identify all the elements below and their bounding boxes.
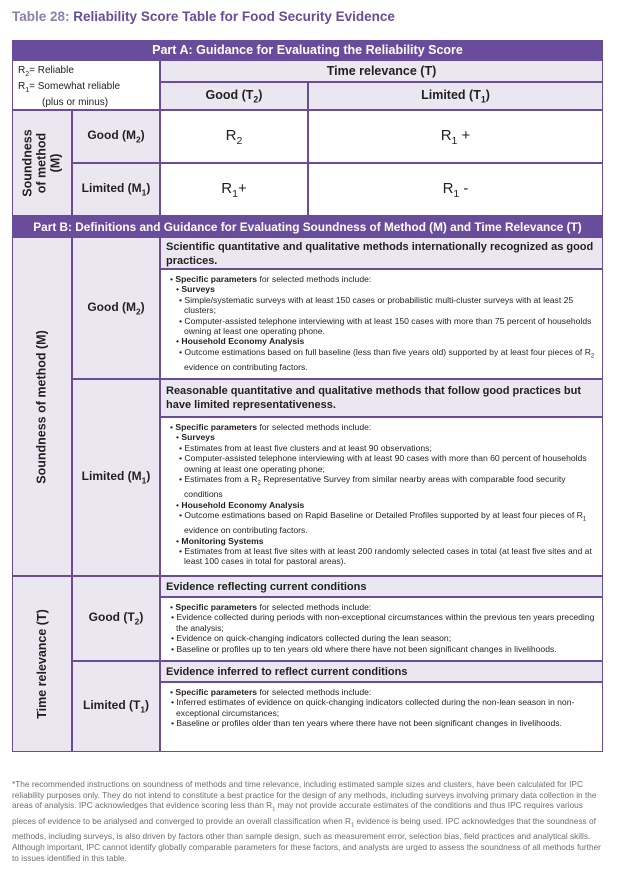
footnote: *The recommended instructions on soundness of methods and time relevance, including estimated sample sizes and clusters, have been calculated for IPC reliability purposes only. They do not intend to constitute a best practice for the design of any methods, including surveys involving primary data collection in the areas of analysis. IPC acknowledges that evidence scoring less than $R_1$ may not provide accurate estimates of the conditions and thus IPC requires various pieces of evidence to be analysed and converged to provide an overall classification when $R_1$ evidence is being used. IPC acknowledges that the soundness of methods, including surveys, is also driven by factors other than sample design, such as measurement error, selection bias, field practices and analytical skills. Although important, IPC cannot identify globally comparable parameters for these factors, and analysts are urged to assess the soundness of all methods further to issues identified in this table.: [12, 779, 601, 863]
legend-r1-note: (plus or minus): [42, 97, 109, 108]
score-limited-good: $R_1+$: [160, 163, 308, 216]
m-limited-parameters: • Specific parameters for selected methods include: • Surveys • Estimates from at least five clusters and at least 90 observations; • Computer-assisted telephone interviewing with at least 90 cases with more than 60 percent of households owning at least one operating phone; • Estimates from a $R_2$ Representative Survey from similar nearby areas with comparable food security conditions • Household Economy Analysis • Outcome estimations based on Rapid Baseline or Detailed Profiles supported by at least four pieces of $R_1$ evidence on contributing factors. • Monitoring Systems • Estimates from at least five sites with at least 200 randomly selected cases in total (at least five sites and at least 100 cases in total for pastoral areas).: [160, 417, 603, 576]
table-title: Table 28: Reliability Score Table for Food Security Evidence: [12, 9, 395, 24]
t-good-parameters: • Specific parameters for selected methods include: • Evidence collected during periods with non-exceptional circumstances within the previous ten years preceding the analysis; • Evidence on quick-changing indicators collected during the lean season; • Baseline or profiles up to ten years old where there have not been significant changes in livelihoods.: [160, 597, 603, 661]
col-limited-t1: Limited $(T_1)$: [308, 82, 603, 110]
row-limited-m1: Limited $(M_1)$: [72, 163, 160, 216]
part-a-soundness-label: Soundness of method (M): [12, 110, 72, 216]
part-b-heading: Part B: Definitions and Guidance for Evaluating Soundness of Method (M) and Time Relevance (T): [12, 216, 603, 237]
t-limited-header: Evidence inferred to reflect current conditions: [160, 661, 603, 682]
part-b-good-m2: Good $(M_2)$: [72, 237, 160, 379]
part-a-heading: Part A: Guidance for Evaluating the Reliability Score: [12, 40, 603, 60]
part-b-limited-t1: Limited $(T_1)$: [72, 661, 160, 752]
m-good-parameters: • Specific parameters for selected methods include: • Surveys • Simple/systematic surveys with at least 150 cases or probabilistic multi-cluster surveys with at least 25 clusters; • Computer-assisted telephone interviewing with at least 150 cases with more than 75 percent of households owning at least one operating phone. • Household Economy Analysis • Outcome estimations based on full baseline (less than five years old) supported by at least four pieces of $R_2$ evidence on contributing factors.: [160, 269, 603, 379]
col-good-t2: Good $(T_2)$: [160, 82, 308, 110]
reliability-legend: [12, 60, 160, 110]
row-good-m2: Good $(M_2)$: [72, 110, 160, 163]
score-good-limited: $R_1$ +: [308, 110, 603, 163]
score-limited-limited: $R_1$ -: [308, 163, 603, 216]
part-b-soundness-label: Soundness of method (M): [12, 237, 72, 576]
legend-r2: $R_2=$ Reliable: [18, 65, 74, 78]
part-b-limited-m1: Limited $(M_1)$: [72, 379, 160, 576]
time-relevance-header: Time relevance (T): [160, 60, 603, 82]
score-good-good: $R_2$: [160, 110, 308, 163]
t-limited-parameters: • Specific parameters for selected methods include: • Inferred estimates of evidence on quick-changing indicators collected during the non-lean season in non-exceptional circumstances; • Baseline or profiles older than ten years where there have not been significant changes in livelihoods.: [160, 682, 603, 752]
part-b-good-t2: Good $(T_2)$: [72, 576, 160, 661]
m-limited-header: Reasonable quantitative and qualitative methods that follow good practices but have limited representativeness.: [160, 379, 603, 417]
legend-r1: $R_1=$ Somewhat reliable: [18, 81, 121, 94]
t-good-header: Evidence reflecting current conditions: [160, 576, 603, 597]
part-b-time-relevance-label: Time relevance (T): [12, 576, 72, 752]
m-good-header: Scientific quantitative and qualitative methods internationally recognized as good practices.: [160, 237, 603, 269]
